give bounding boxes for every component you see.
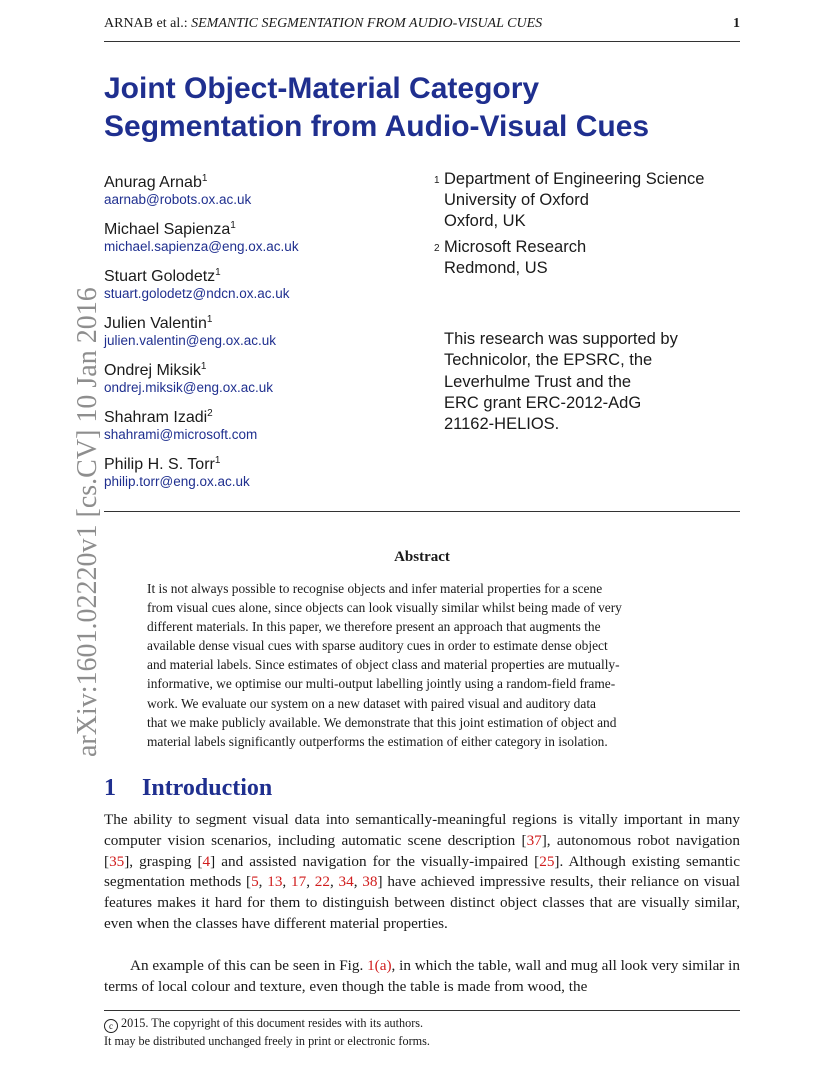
citation-link[interactable]: 34	[338, 873, 354, 891]
citation-link[interactable]: 38	[362, 873, 378, 891]
section-heading: 1 Introduction	[104, 775, 273, 801]
header-rule	[104, 41, 740, 42]
citation-link[interactable]: 37	[526, 831, 542, 849]
author-name: Philip H. S. Torr$^1$	[104, 455, 221, 473]
author-email-link[interactable]: michael.sapienza@eng.ox.ac.uk	[104, 239, 299, 254]
author-name: Julien Valentin$^1$	[104, 314, 213, 332]
author-name: Shahram Izadi$^2$	[104, 408, 213, 426]
author-email-link[interactable]: philip.torr@eng.ox.ac.uk	[104, 474, 250, 489]
author-list	[104, 169, 434, 498]
copyright-icon: c	[104, 1019, 118, 1033]
affiliations	[434, 169, 734, 279]
citation-link[interactable]: 13	[267, 873, 283, 891]
citation-link[interactable]: 17	[291, 873, 307, 891]
author-name: Stuart Golodetz$^1$	[104, 267, 221, 285]
citation-link[interactable]: 4	[202, 852, 211, 870]
citation-link[interactable]: 35	[109, 852, 125, 870]
running-header	[104, 16, 740, 38]
author-email-link[interactable]: julien.valentin@eng.ox.ac.uk	[104, 333, 277, 348]
title-block-rule	[104, 511, 740, 512]
paper-title: Joint Object-Material Category Segmentation from Audio-Visual Cues	[104, 72, 650, 143]
author-name: Anurag Arnab$^1$	[104, 173, 208, 191]
abstract-body: It is not always possible to recognise objects and infer material properties for a scene from visual cues alone, since objects can look visually similar whilst being made of very different materials. In this paper, we therefore present an approach that augments the available dense visual cues with sparse auditory cues in order to estimate dense object and material labels. Since estimates of object class and material properties are mutually- informative, we optimise our multi-output labelling jointly using a random-field frame- work. We evaluate our system on a new dataset with paired visual and auditory data that we make publicly available. We demonstrate that this joint estimation of object and material labels significantly outperforms the estimation of either category in isolation.	[147, 581, 622, 749]
author-email-link[interactable]: shahrami@microsoft.com	[104, 427, 258, 442]
intro-paragraph: The ability to segment visual data into semantically-meaningful regions is vitally important in many computer vision scenarios, including automatic scene description [37], autonomous robot navigation [35], grasping [4] and assisted navigation for the visually-impaired [25]. Although existing semantic segmentation methods [5, 13, 17, 22, 34, 38] have achieved impressive results, their reliance on visual features makes it hard for them to distinguish between distinct object classes that are visually similar, even when the classes have different material properties.	[104, 811, 741, 932]
abstract-heading: Abstract	[394, 549, 450, 565]
arxiv-stamp: arXiv:1601.02220v1 [cs.CV] 10 Jan 2016	[72, 287, 103, 757]
footer-rule	[104, 1010, 740, 1011]
funding-note: This research was supported by Technicolor, the EPSRC, the Leverhulme Trust and the ERC grant ERC-2012-AdG 21162-HELIOS.	[444, 330, 678, 434]
copyright-footer: c 2015. The copyright of this document resides with its authors. It may be distributed unchanged freely in print or electronic forms.	[104, 1016, 430, 1048]
affiliation-1: 1 Department of Engineering Science University of Oxford Oxford, UK	[434, 170, 705, 230]
author-name: Michael Sapienza$^1$	[104, 220, 236, 238]
affiliation-2: 2 Microsoft Research Redmond, US	[434, 238, 587, 277]
citation-link[interactable]: 25	[539, 852, 555, 870]
author-email-link[interactable]: ondrej.miksik@eng.ox.ac.uk	[104, 380, 274, 395]
citation-link[interactable]: 5	[251, 873, 259, 891]
author-email-link[interactable]: aarnab@robots.ox.ac.uk	[104, 192, 252, 207]
author-name: Ondrej Miksik$^1$	[104, 361, 207, 379]
figure-link[interactable]: 1(a)	[367, 957, 392, 974]
intro-paragraph: An example of this can be seen in Fig. 1(a), in which the table, wall and mug all look very similar in terms of local colour and texture, even though the table is made from wood, the	[104, 957, 740, 995]
citation-link[interactable]: 22	[314, 873, 330, 891]
running-title: ARNAB et al.: SEMANTIC SEGMENTATION FROM AUDIO-VISUAL CUES	[104, 16, 543, 31]
page-number: 1	[733, 16, 740, 31]
author-email-link[interactable]: stuart.golodetz@ndcn.ox.ac.uk	[104, 286, 290, 301]
